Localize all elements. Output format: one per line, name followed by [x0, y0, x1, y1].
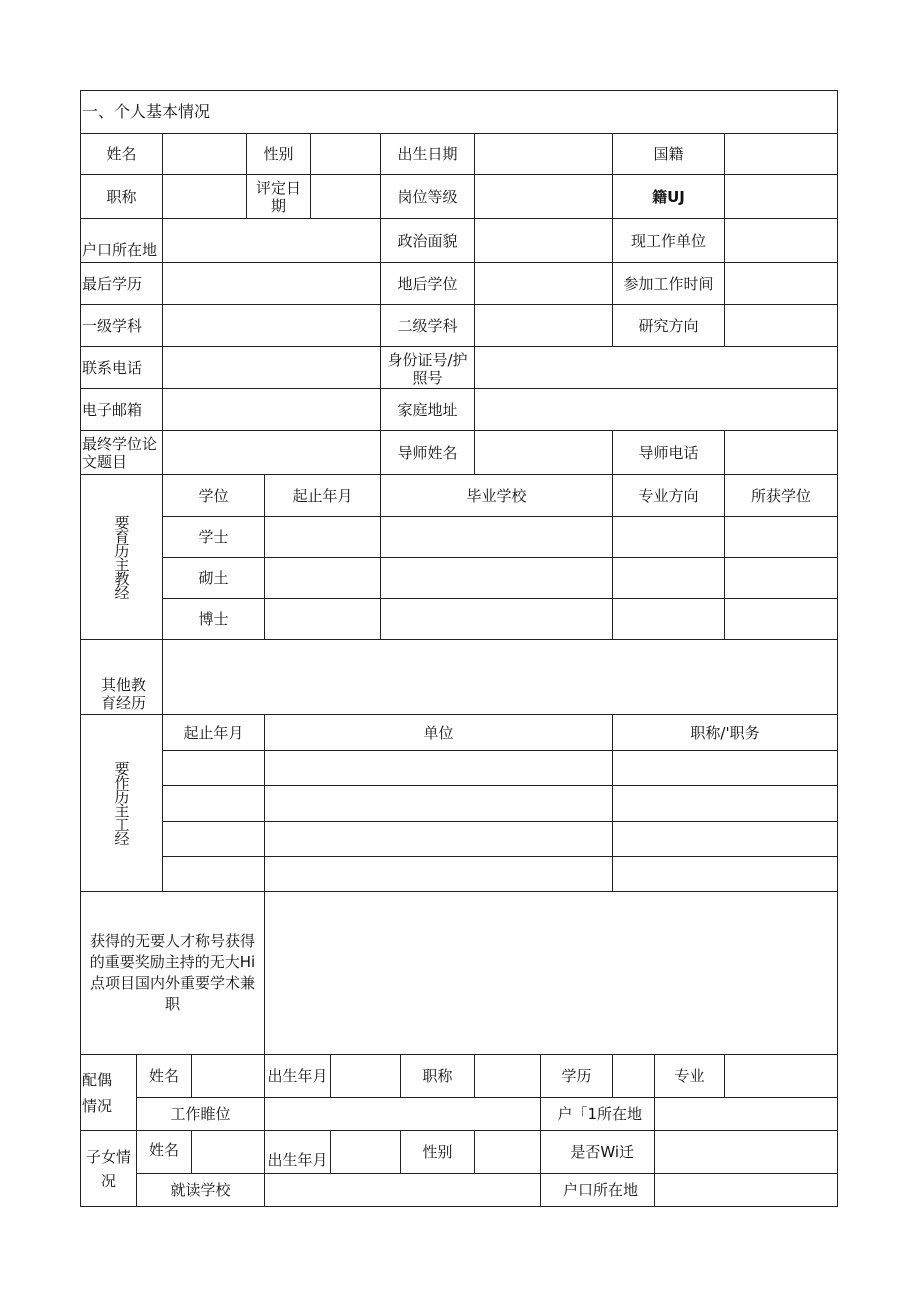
label-hukou: 户口所在地 [81, 219, 163, 263]
work-label-text: 要作历主工经 [112, 761, 131, 845]
honors-label: 获得的无要人才称号获得的重要奖励主持的无大Hi点项目国内外重要学术兼职 [81, 892, 265, 1055]
label-advisor: 导师姓名 [381, 431, 475, 475]
table-cell[interactable] [265, 751, 613, 786]
label-email: 电子邮箱 [81, 389, 163, 431]
spouse-name-label: 姓名 [137, 1055, 192, 1098]
table-cell[interactable] [265, 822, 613, 857]
spouse-education-label: 学历 [541, 1055, 613, 1098]
nationality-field[interactable] [725, 134, 837, 175]
table-cell[interactable] [163, 822, 265, 857]
child-school-field[interactable] [265, 1174, 541, 1206]
thesis-field[interactable] [163, 431, 381, 475]
edu-header-school: 毕业学校 [381, 475, 613, 517]
table-cell[interactable] [613, 822, 837, 857]
edu-header-major: 专业方向 [613, 475, 725, 517]
spouse-education-field[interactable] [613, 1055, 655, 1098]
label-thesis: 最终学位论文题目 [81, 431, 163, 475]
child-name-label: 姓名 [137, 1131, 192, 1174]
edu-header-period: 起止年月 [265, 475, 381, 517]
label-research: 研究方向 [613, 305, 725, 347]
edu-row-bachelor: 学士 [163, 517, 265, 558]
spouse-work-unit-field[interactable] [265, 1098, 541, 1131]
label-native-place: 籍UJ [613, 175, 725, 219]
label-discipline1: 一级学科 [81, 305, 163, 347]
label-discipline2: 二级学科 [381, 305, 475, 347]
table-cell[interactable] [381, 558, 613, 599]
spouse-hukou-label: 户「1所在地 [541, 1098, 655, 1131]
table-cell[interactable] [725, 558, 837, 599]
political-field[interactable] [475, 219, 613, 263]
label-title: 职称 [81, 175, 163, 219]
label-phone: 联系电话 [81, 347, 163, 389]
other-edu-field[interactable] [163, 640, 837, 715]
discipline1-field[interactable] [163, 305, 381, 347]
spouse-hukou-field[interactable] [655, 1098, 837, 1131]
child-hukou-field[interactable] [655, 1174, 837, 1206]
label-address: 家庭地址 [381, 389, 475, 431]
spouse-title-label: 职称 [401, 1055, 475, 1098]
label-birth-date: 出生日期 [381, 134, 475, 175]
child-school-label: 就读学校 [137, 1174, 265, 1206]
table-cell[interactable] [725, 517, 837, 558]
table-cell[interactable] [613, 517, 725, 558]
discipline2-field[interactable] [475, 305, 613, 347]
edu-row-master: 砌土 [163, 558, 265, 599]
education-field[interactable] [163, 263, 381, 305]
label-name: 姓名 [81, 134, 163, 175]
label-education: 最后学历 [81, 263, 163, 305]
birth-date-field[interactable] [475, 134, 613, 175]
spouse-major-field[interactable] [725, 1055, 837, 1098]
spouse-label: 配偶情况 [81, 1055, 137, 1131]
label-advisor-phone: 导师电话 [613, 431, 725, 475]
table-cell[interactable] [381, 599, 613, 640]
hukou-field[interactable] [163, 219, 381, 263]
table-cell[interactable] [613, 599, 725, 640]
table-cell[interactable] [163, 857, 265, 892]
label-current-unit: 现工作单位 [613, 219, 725, 263]
label-political: 政治面貌 [381, 219, 475, 263]
work-header-period: 起止年月 [163, 715, 265, 751]
advisor-field[interactable] [475, 431, 613, 475]
research-field[interactable] [725, 305, 837, 347]
table-cell[interactable] [265, 517, 381, 558]
address-field[interactable] [475, 389, 837, 431]
table-cell[interactable] [163, 751, 265, 786]
child-gender-label: 性别 [401, 1131, 475, 1174]
child-gender-field[interactable] [475, 1131, 541, 1174]
table-cell[interactable] [265, 786, 613, 822]
personal-info-form [80, 90, 838, 1207]
other-edu-label: 其他教育经历 [81, 640, 163, 715]
label-degree: 地后学位 [381, 263, 475, 305]
table-cell[interactable] [381, 517, 613, 558]
spouse-birth-field[interactable] [331, 1055, 401, 1098]
table-cell[interactable] [613, 751, 837, 786]
label-work-start: 参加工作时间 [613, 263, 725, 305]
label-eval-date: 评定日期 [247, 175, 311, 219]
email-field[interactable] [163, 389, 381, 431]
table-cell[interactable] [265, 558, 381, 599]
children-label: 子女情况 [81, 1131, 137, 1206]
work-header-unit: 单位 [265, 715, 613, 751]
table-cell[interactable] [163, 786, 265, 822]
label-gender: 性别 [247, 134, 311, 175]
table-cell[interactable] [265, 857, 613, 892]
child-migrate-label: 是否Wi迁 [541, 1131, 655, 1174]
table-cell[interactable] [613, 786, 837, 822]
spouse-title-field[interactable] [475, 1055, 541, 1098]
child-migrate-field[interactable] [655, 1131, 837, 1174]
id-number-field[interactable] [475, 347, 837, 389]
child-birth-field[interactable] [331, 1131, 401, 1174]
title-field[interactable] [163, 175, 247, 219]
table-cell[interactable] [613, 558, 725, 599]
spouse-name-field[interactable] [192, 1055, 265, 1098]
honors-field[interactable] [265, 892, 837, 1055]
name-field[interactable] [163, 134, 247, 175]
post-level-field[interactable] [475, 175, 613, 219]
edu-label-text: 要育历主教经 [112, 515, 131, 599]
native-place-field[interactable] [725, 175, 837, 219]
work-section-label [81, 715, 163, 892]
gender-field[interactable] [311, 134, 381, 175]
edu-row-doctor: 博士 [163, 599, 265, 640]
section-title: 一、个人基本情况 [81, 91, 837, 134]
spouse-major-label: 专业 [655, 1055, 725, 1098]
label-post-level: 岗位等级 [381, 175, 475, 219]
current-unit-field[interactable] [725, 219, 837, 263]
edu-section-label [81, 475, 163, 640]
label-nationality: 国籍 [613, 134, 725, 175]
eval-date-field[interactable] [311, 175, 381, 219]
child-name-field[interactable] [192, 1131, 265, 1174]
table-cell[interactable] [725, 599, 837, 640]
child-birth-label: 出生年月 [265, 1131, 331, 1174]
spouse-work-unit-label: 工作睢位 [137, 1098, 265, 1131]
edu-header-degree: 学位 [163, 475, 265, 517]
spouse-birth-label: 出生年月 [265, 1055, 331, 1098]
advisor-phone-field[interactable] [725, 431, 837, 475]
child-hukou-label: 户口所在地 [541, 1174, 655, 1206]
table-cell[interactable] [265, 599, 381, 640]
edu-header-obtained: 所获学位 [725, 475, 837, 517]
work-header-position: 职称/'职务 [613, 715, 837, 751]
label-id-number: 身份证号/护照号 [381, 347, 475, 389]
degree-field[interactable] [475, 263, 613, 305]
table-cell[interactable] [613, 857, 837, 892]
phone-field[interactable] [163, 347, 381, 389]
work-start-field[interactable] [725, 263, 837, 305]
